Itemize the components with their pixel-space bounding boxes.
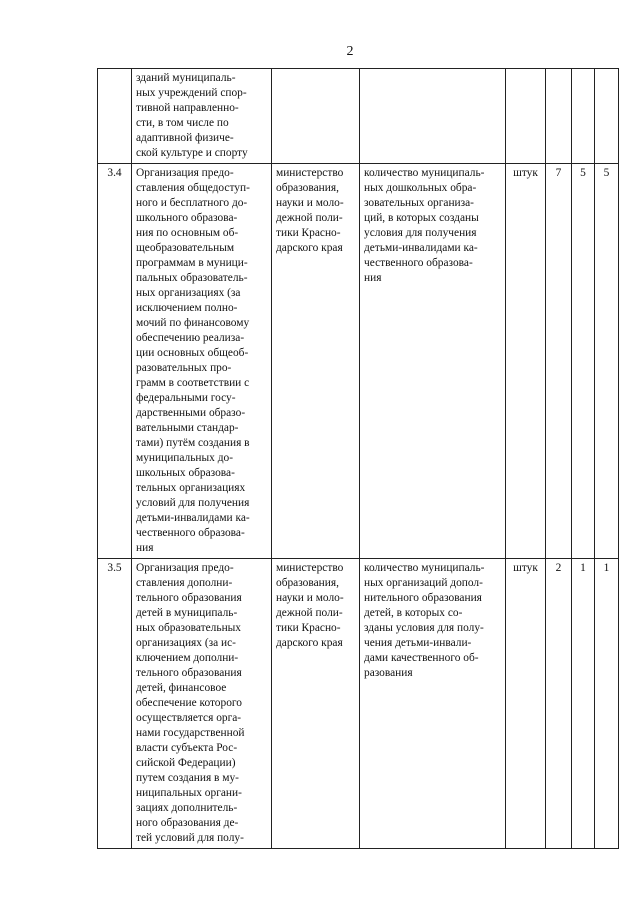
cell-text-line: ния по основным об- xyxy=(136,227,239,239)
cell-text-line: ниципальных органи- xyxy=(136,787,242,799)
row-number: 3.5 xyxy=(98,559,132,849)
cell-text-line: школьного образова- xyxy=(136,212,238,224)
cell-text-line: разовательных про- xyxy=(136,362,232,374)
cell-text-line: ставления дополни- xyxy=(136,577,233,589)
value-cell-1: 7 xyxy=(546,164,572,559)
cell-text-line: ных дошкольных обра- xyxy=(364,182,477,194)
cell-text-line: чественного образова- xyxy=(136,527,245,539)
value-cell-2: 5 xyxy=(572,164,595,559)
cell-text-line: сти, в том числе по xyxy=(136,117,229,129)
cell-text-line: зданы условия для полу- xyxy=(364,622,484,634)
row-number xyxy=(98,69,132,164)
cell-text-line: пальных образователь- xyxy=(136,272,248,284)
unit-cell xyxy=(506,69,546,164)
table-row xyxy=(98,69,619,164)
cell-text-line: условий для получения xyxy=(136,497,250,509)
cell-text-line: ного и бесплатного до- xyxy=(136,197,248,209)
cell-text-line: адаптивной физиче- xyxy=(136,132,234,144)
cell-text-line: программам в муници- xyxy=(136,257,248,269)
indicator-cell xyxy=(360,164,506,559)
executor-cell xyxy=(272,69,360,164)
cell-text-line: министерство xyxy=(276,167,344,179)
cell-text-line: осуществляется орга- xyxy=(136,712,242,724)
value-cell-3: 1 xyxy=(595,559,619,849)
cell-text-line: науки и моло- xyxy=(276,197,344,209)
cell-text-line: муниципальных до- xyxy=(136,452,233,464)
cell-text-line: Организация предо- xyxy=(136,167,234,179)
cell-text-line: тельных организациях xyxy=(136,482,246,494)
cell-text-line: дарского края xyxy=(276,242,343,254)
cell-text-line: дарского края xyxy=(276,637,343,649)
cell-text-line: зданий муниципаль- xyxy=(136,72,236,84)
cell-text-line: ставления общедоступ- xyxy=(136,182,250,194)
cell-text-line: щеобразовательным xyxy=(136,242,235,254)
cell-text-line: дежной поли- xyxy=(276,607,343,619)
cell-text-line: науки и моло- xyxy=(276,592,344,604)
cell-text-line: детьми-инвалидами ка- xyxy=(136,512,250,524)
cell-text-line: обеспечению реализа- xyxy=(136,332,245,344)
cell-text-line: образования, xyxy=(276,577,339,589)
value-cell-3: 5 xyxy=(595,164,619,559)
cell-text-line: тами) путём создания в xyxy=(136,437,250,449)
cell-text-line: детей в муниципаль- xyxy=(136,607,238,619)
value-cell-3 xyxy=(595,69,619,164)
cell-text-line: ключением дополни- xyxy=(136,652,239,664)
indicator-cell xyxy=(360,69,506,164)
cell-text-line: зациях дополнитель- xyxy=(136,802,238,814)
cell-text-line: дарственными образо- xyxy=(136,407,246,419)
value-cell-2: 1 xyxy=(572,559,595,849)
cell-text-line: ных организациях (за xyxy=(136,287,241,299)
cell-text-line: тельного образования xyxy=(136,667,242,679)
cell-text-line: ций, в которых созданы xyxy=(364,212,479,224)
cell-text-line: детьми-инвалидами ка- xyxy=(364,242,478,254)
activity-cell xyxy=(132,164,272,559)
cell-text-line: дежной поли- xyxy=(276,212,343,224)
executor-cell xyxy=(272,164,360,559)
cell-text-line: школьных образова- xyxy=(136,467,235,479)
value-cell-1: 2 xyxy=(546,559,572,849)
cell-text-line: нительного образования xyxy=(364,592,482,604)
cell-text-line: детей, в которых со- xyxy=(364,607,463,619)
cell-text-line: организациях (за ис- xyxy=(136,637,236,649)
cell-text-line: ции основных общеоб- xyxy=(136,347,249,359)
cell-text-line: путем создания в му- xyxy=(136,772,239,784)
cell-text-line: чественного образова- xyxy=(364,257,473,269)
cell-text-line: власти субъекта Рос- xyxy=(136,742,238,754)
cell-text-line: вательными стандар- xyxy=(136,422,239,434)
cell-text-line: условия для получения xyxy=(364,227,477,239)
cell-text-line: тивной направленно- xyxy=(136,102,239,114)
cell-text-line: Организация предо- xyxy=(136,562,234,574)
cell-text-line: разования xyxy=(364,667,413,679)
table-row xyxy=(98,559,619,849)
cell-text-line: образования, xyxy=(276,182,339,194)
unit-cell: штук xyxy=(506,164,546,559)
cell-text-line: тики Красно- xyxy=(276,622,341,634)
cell-text-line: количество муниципаль- xyxy=(364,562,485,574)
cell-text-line: тей условий для полу- xyxy=(136,832,244,844)
cell-text-line: министерство xyxy=(276,562,344,574)
cell-text-line: ных организаций допол- xyxy=(364,577,483,589)
cell-text-line: нами государственной xyxy=(136,727,245,739)
indicator-cell xyxy=(360,559,506,849)
cell-text-line: ных учреждений спор- xyxy=(136,87,247,99)
cell-text-line: тельного образования xyxy=(136,592,242,604)
cell-text-line: количество муниципаль- xyxy=(364,167,485,179)
cell-text-line: дами качественного об- xyxy=(364,652,479,664)
cell-text-line: ской культуре и спорту xyxy=(136,147,248,159)
cell-text-line: сийской Федерации) xyxy=(136,757,236,769)
cell-text-line: обеспечение которого xyxy=(136,697,242,709)
cell-text-line: грамм в соответствии с xyxy=(136,377,250,389)
cell-text-line: ных образовательных xyxy=(136,622,242,634)
unit-cell: штук xyxy=(506,559,546,849)
cell-text-line: мочий по финансовому xyxy=(136,317,250,329)
table-row xyxy=(98,164,619,559)
activity-cell xyxy=(132,69,272,164)
value-cell-2 xyxy=(572,69,595,164)
cell-text-line: тики Красно- xyxy=(276,227,341,239)
cell-text-line: исключением полно- xyxy=(136,302,238,314)
page-number: 2 xyxy=(346,44,354,59)
document-table xyxy=(97,68,619,849)
executor-cell xyxy=(272,559,360,849)
value-cell-1 xyxy=(546,69,572,164)
cell-text-line: зовательных организа- xyxy=(364,197,474,209)
activity-cell xyxy=(132,559,272,849)
cell-text-line: ния xyxy=(364,272,382,284)
cell-text-line: чения детьми-инвали- xyxy=(364,637,472,649)
cell-text-line: федеральными госу- xyxy=(136,392,236,404)
cell-text-line: ния xyxy=(136,542,154,554)
cell-text-line: детей, финансовое xyxy=(136,682,227,694)
row-number: 3.4 xyxy=(98,164,132,559)
cell-text-line: ного образования де- xyxy=(136,817,239,829)
